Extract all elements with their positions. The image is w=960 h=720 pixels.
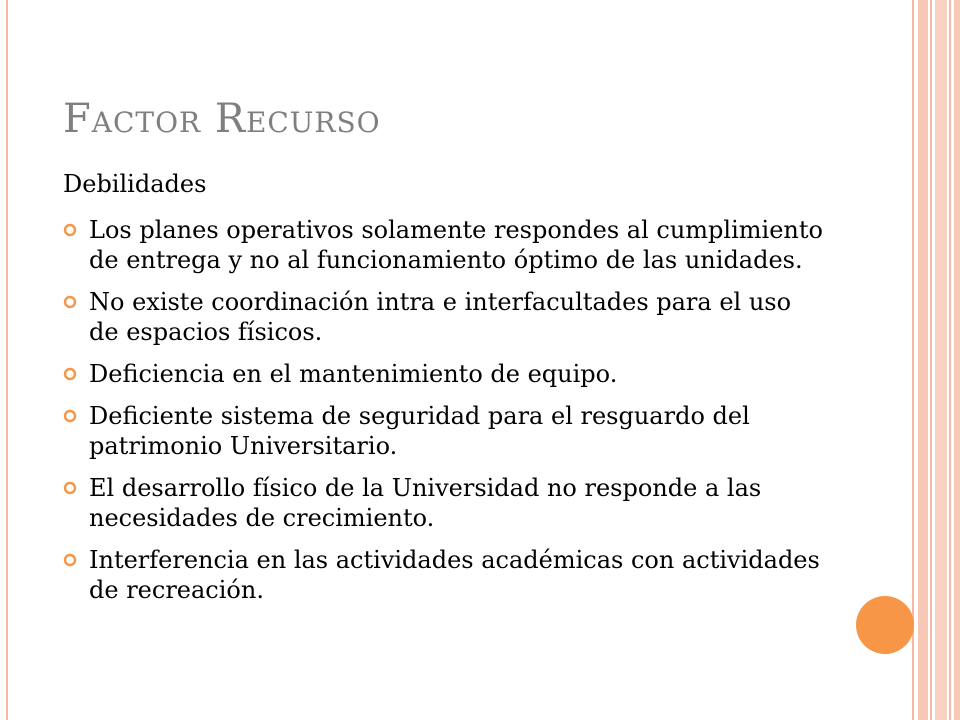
open-circle-icon xyxy=(63,295,77,309)
open-circle-icon xyxy=(63,409,77,423)
bullet-list xyxy=(63,215,823,617)
bullet-item xyxy=(63,359,823,389)
bullet-item xyxy=(63,473,823,533)
decorative-stripes xyxy=(918,0,960,720)
stripe xyxy=(949,0,951,720)
bullet-text: El desarrollo físico de la Universidad no responde a las necesidades de crecimiento. xyxy=(89,474,762,532)
decorative-orange-circle xyxy=(856,596,914,654)
bullet-text: Deficiencia en el mantenimiento de equipo. xyxy=(89,360,618,388)
bullet-text: Interferencia en las actividades académicas con actividades de recreación. xyxy=(89,546,820,604)
bullet-item xyxy=(63,215,823,275)
bullet-item xyxy=(63,545,823,605)
open-circle-icon xyxy=(63,223,77,237)
open-circle-icon xyxy=(63,481,77,495)
stripe xyxy=(918,0,928,720)
slide-subtitle: Debilidades xyxy=(63,170,207,198)
stripe xyxy=(930,0,932,720)
bullet-text: Deficiente sistema de seguridad para el resguardo del patrimonio Universitario. xyxy=(89,402,750,460)
bullet-item xyxy=(63,287,823,347)
stripe xyxy=(935,0,947,720)
open-circle-icon xyxy=(63,553,77,567)
bullet-text: Los planes operativos solamente respondes al cumplimiento de entrega y no al funcionamiento óptimo de las unidades. xyxy=(89,216,823,274)
bullet-text: No existe coordinación intra e interfacultades para el uso de espacios físicos. xyxy=(89,288,792,346)
stripe xyxy=(954,0,960,720)
slide-title: Factor Recurso xyxy=(63,96,381,142)
open-circle-icon xyxy=(63,367,77,381)
bullet-item xyxy=(63,401,823,461)
